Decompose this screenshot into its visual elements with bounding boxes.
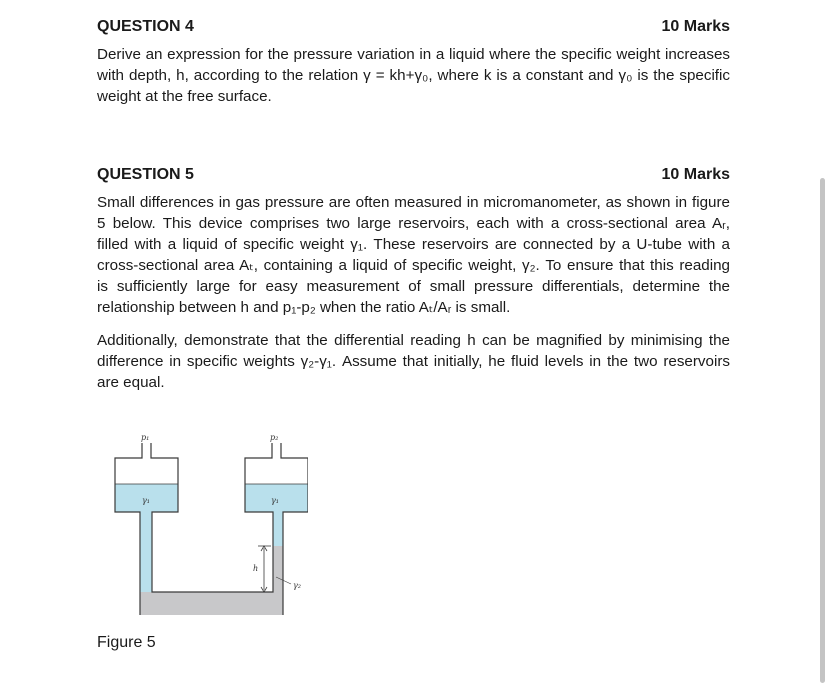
vertical-scrollbar[interactable] xyxy=(818,0,828,683)
question-4-header xyxy=(97,18,730,36)
question-5-paragraph-1 xyxy=(97,192,730,318)
figure-caption: Figure 5 xyxy=(97,634,156,651)
h-label: h xyxy=(253,564,259,573)
text-line: weight at the free surface. xyxy=(97,88,272,105)
question-5-header xyxy=(97,166,730,184)
gamma1-left-label: γ₁ xyxy=(142,496,150,505)
scrollbar-thumb[interactable] xyxy=(820,178,825,683)
h-dimension xyxy=(258,546,271,592)
question-4-marks: 10 Marks xyxy=(661,18,730,35)
question-5-marks: 10 Marks xyxy=(661,166,730,183)
u-tube-liquid-gamma2 xyxy=(140,546,283,615)
text-line: relationship between h and p₁-p₂ when the ratio Aₜ/Aᵣ is small. xyxy=(97,299,511,316)
text-line: are equal. xyxy=(97,374,165,391)
text-line: 5 below. This device comprises two large reservoirs, each with a cross-sectional area Aᵣ, xyxy=(97,215,730,232)
text-line: difference in specific weights γ₂-γ₁. Assume that initially, he fluid levels in the two reservoirs xyxy=(97,353,730,370)
text-line: Additionally, demonstrate that the differential reading h can be magnified by minimising the xyxy=(97,332,730,349)
question-5-paragraph-2 xyxy=(97,330,730,393)
text-line: cross-sectional area Aₜ, containing a liquid of specific weight, γ₂. To ensure that this reading xyxy=(97,257,730,274)
left-tube-liquid-gamma1 xyxy=(140,512,152,592)
text-line: with depth, h, according to the relation γ = kh+γ₀, where k is a constant and γ₀ is the specific xyxy=(97,67,730,84)
gamma1-right-label: γ₁ xyxy=(271,496,279,505)
text-line: Derive an expression for the pressure variation in a liquid where the specific weight increases xyxy=(97,46,730,63)
gamma2-label: γ₂ xyxy=(293,581,301,590)
question-4-text xyxy=(97,44,730,107)
p2-label: p₂ xyxy=(270,433,279,442)
text-line: is sufficiently large for easy measurement of small pressure differentials, determine the xyxy=(97,278,730,295)
question-4-title: QUESTION 4 xyxy=(97,18,194,35)
micromanometer-figure xyxy=(108,425,308,615)
question-5-title: QUESTION 5 xyxy=(97,166,194,183)
text-line: Small differences in gas pressure are often measured in micromanometer, as shown in figure xyxy=(97,194,730,211)
right-tube-liquid-gamma1 xyxy=(273,512,283,546)
text-line: filled with a liquid of specific weight γ₁. These reservoirs are connected by a U-tube with a xyxy=(97,236,730,253)
p1-label: p₁ xyxy=(141,433,150,442)
